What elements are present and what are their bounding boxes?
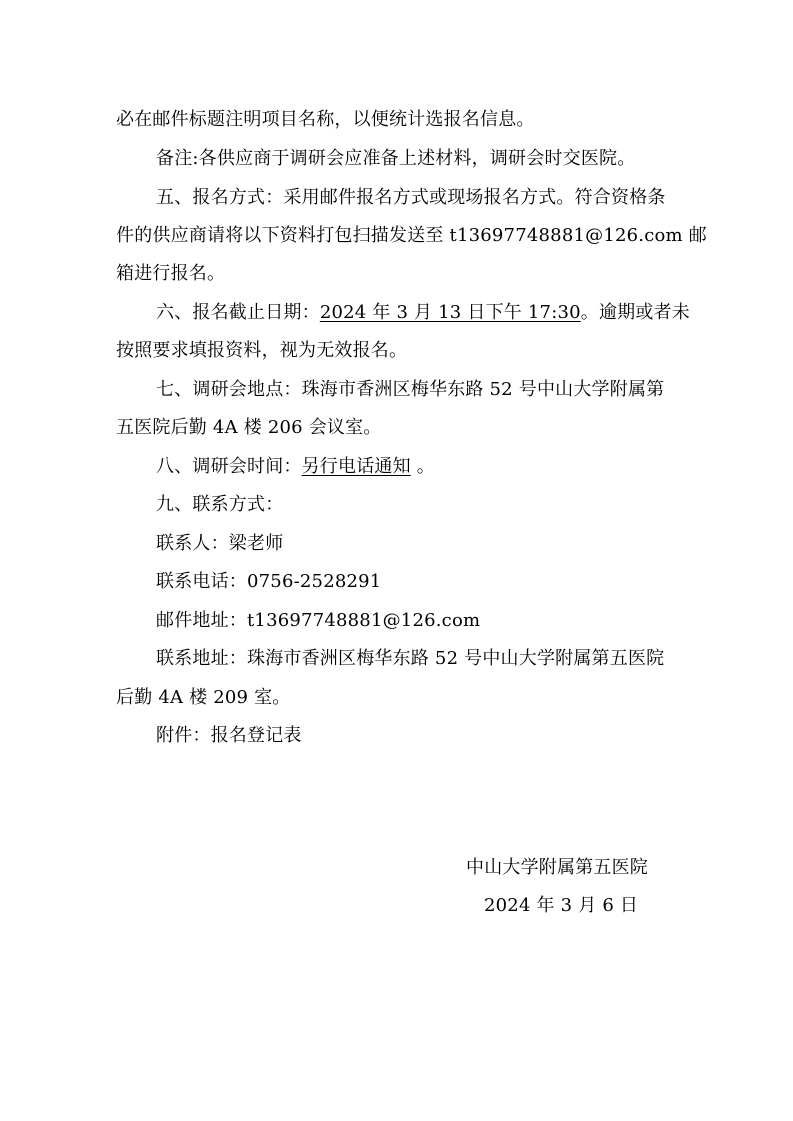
section-seven-line: 五医院后勤 4A 楼 206 会议室。 (116, 417, 382, 438)
section-seven-line: 七、调研会地点：珠海市香洲区梅华东路 52 号中山大学附属第 (156, 379, 665, 400)
section-five-line: 件的供应商请将以下资料打包扫描发送至 t13697748881@126.com 邮 (116, 225, 707, 246)
note-line: 备注:各供应商于调研会应准备上述材料，调研会时交医院。 (156, 148, 636, 169)
section-six-prefix: 六、报名截止日期： (156, 302, 320, 323)
section-five-line: 箱进行报名。 (116, 263, 226, 284)
section-six-line (156, 301, 690, 325)
meeting-time-text: 另行电话通知 (301, 456, 411, 477)
paragraph-line: 必在邮件标题注明项目名称，以便统计选报名信息。 (116, 109, 535, 130)
contact-address: 后勤 4A 楼 209 室。 (116, 687, 291, 708)
contact-email: 邮件地址：t13697748881@126.com (156, 610, 481, 631)
contact-phone: 联系电话：0756-2528291 (156, 571, 382, 592)
section-eight-suffix: 。 (410, 456, 435, 477)
section-six-suffix: 。逾期或者未 (580, 302, 690, 323)
attachment-line: 附件：报名登记表 (156, 725, 302, 746)
section-eight-line (156, 455, 435, 479)
signature-org: 中山大学附属第五医院 (466, 857, 648, 878)
contact-person: 联系人：梁老师 (156, 533, 284, 554)
contact-address: 联系地址：珠海市香洲区梅华东路 52 号中山大学附属第五医院 (156, 648, 665, 669)
section-nine-line: 九、联系方式： (156, 494, 284, 515)
section-six-line: 按照要求填报资料，视为无效报名。 (116, 340, 408, 361)
section-eight-prefix: 八、调研会时间： (156, 456, 302, 477)
deadline-text: 2024 年 3 月 13 日下午 17:30 (319, 302, 581, 323)
section-five-line: 五、报名方式：采用邮件报名方式或现场报名方式。符合资格条 (156, 187, 666, 208)
signature-date: 2024 年 3 月 6 日 (484, 895, 639, 916)
